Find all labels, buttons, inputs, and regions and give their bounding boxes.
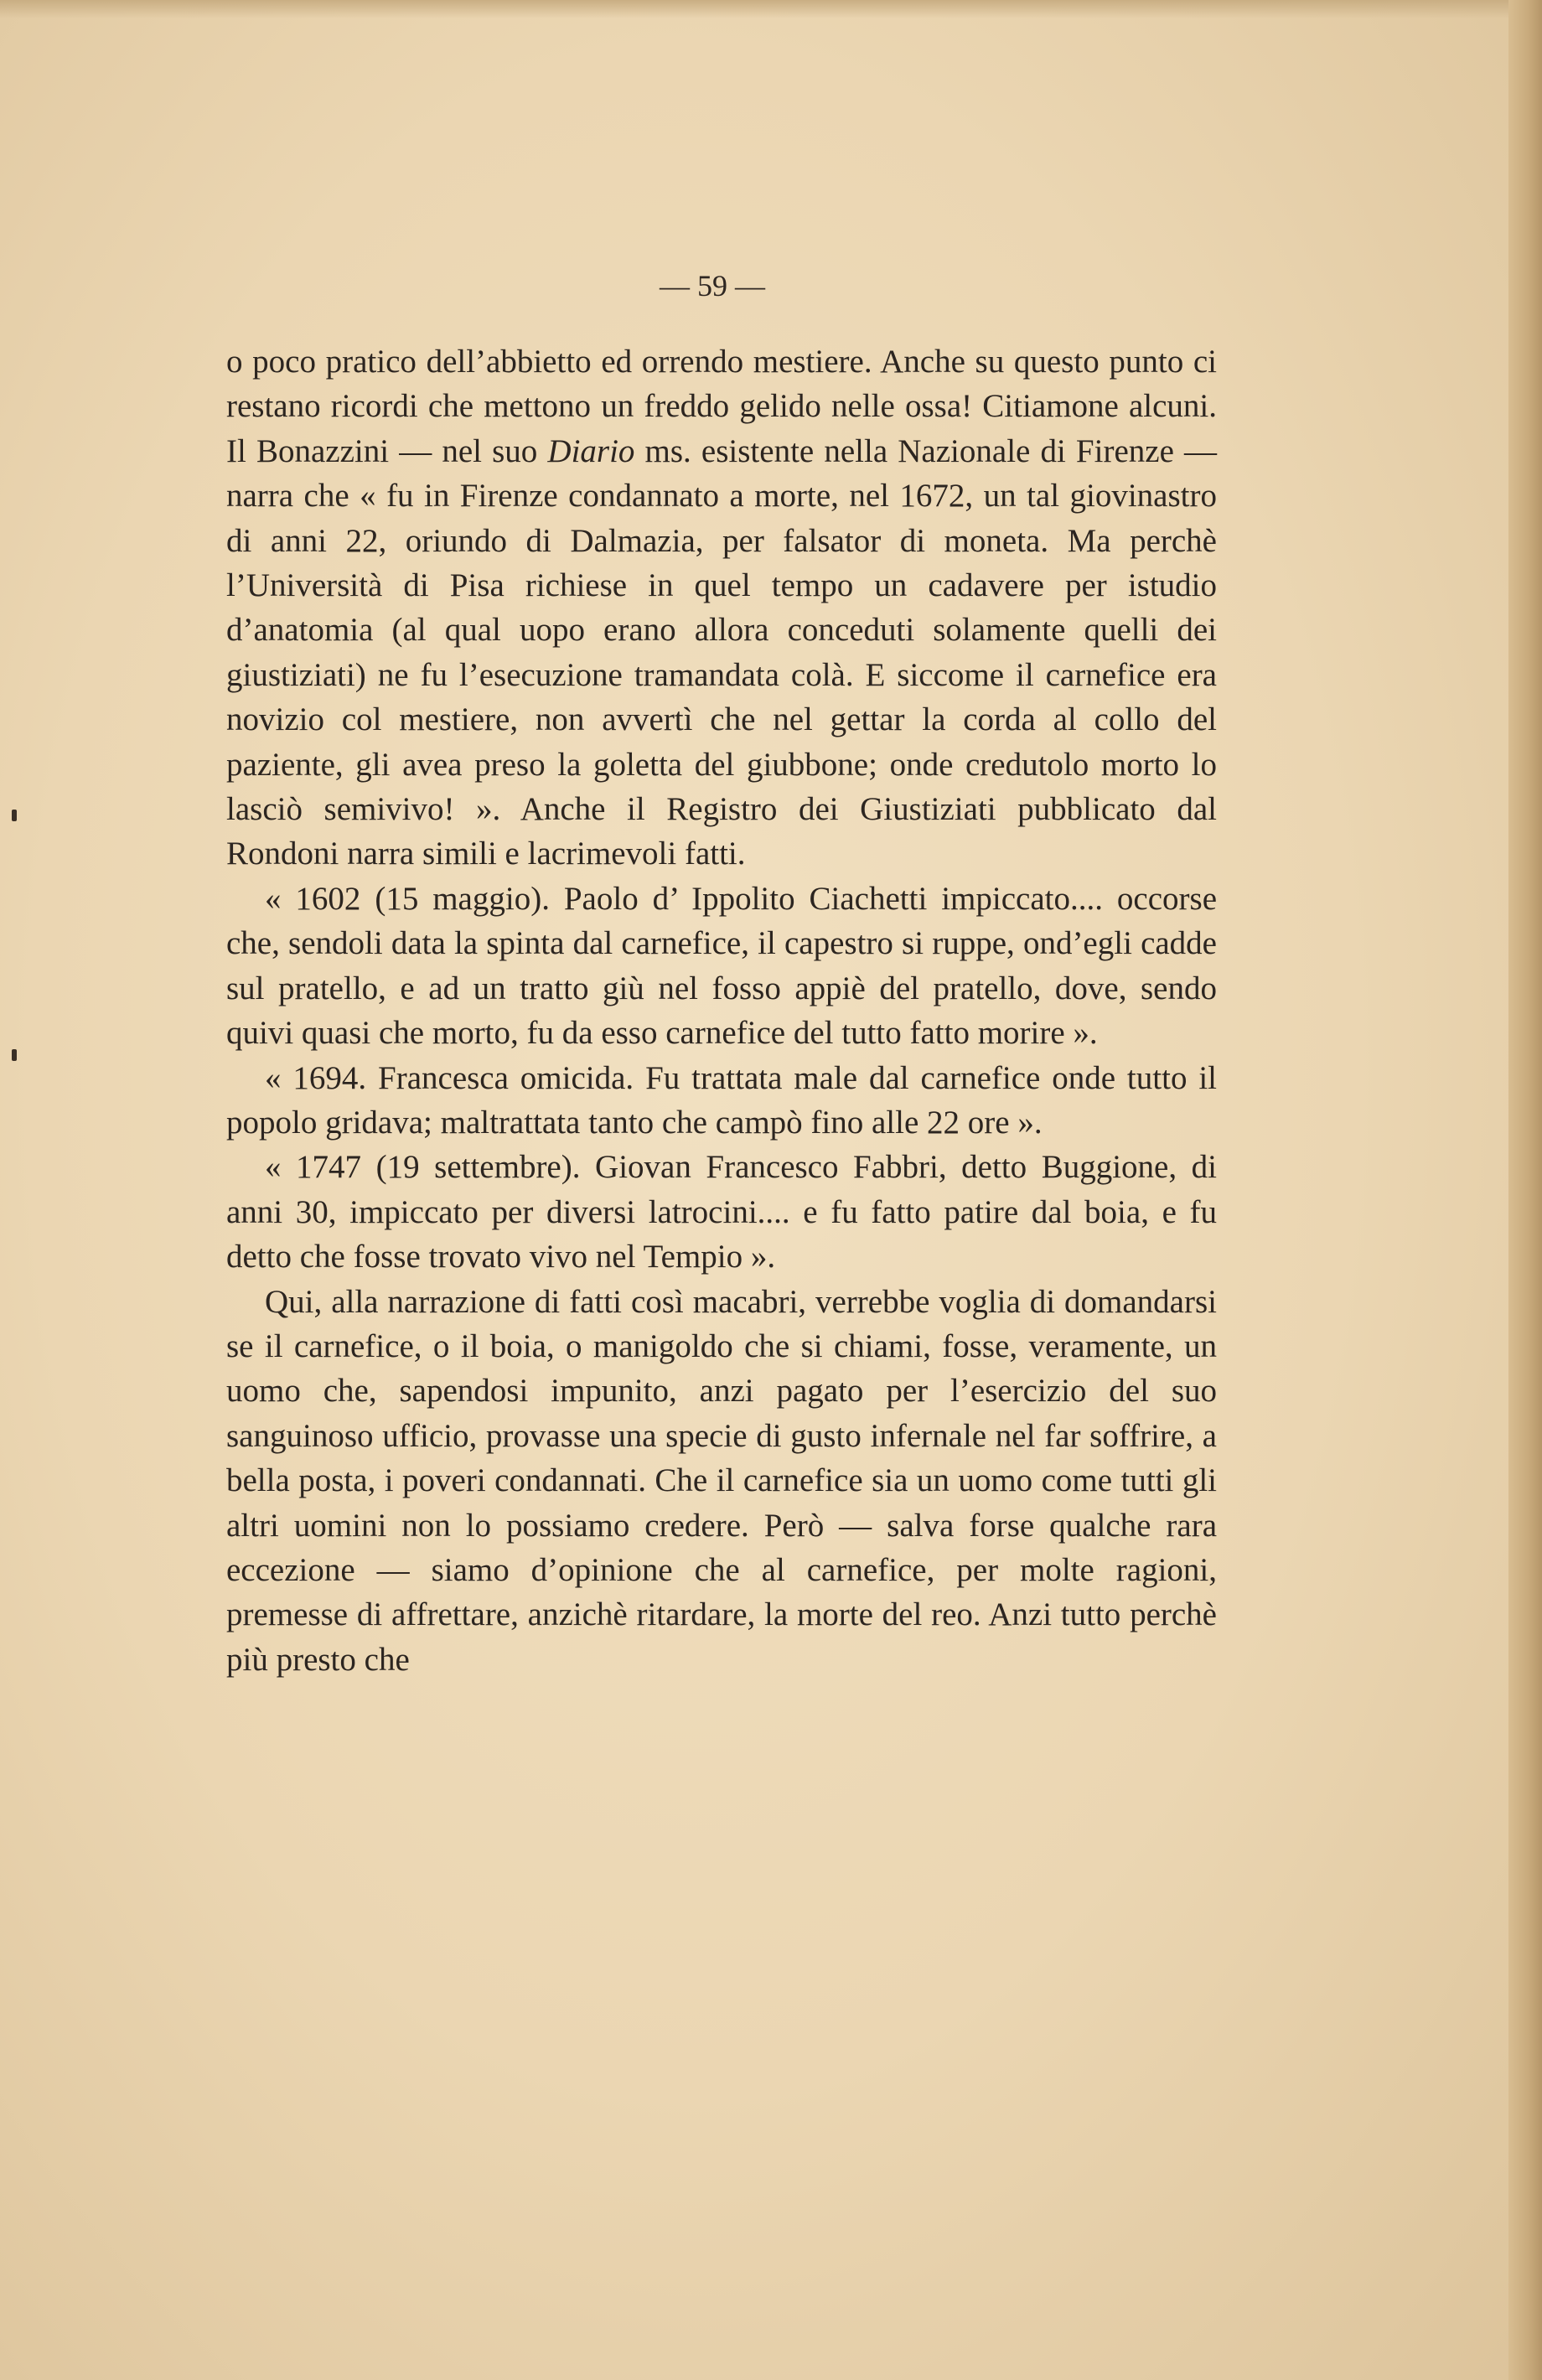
paragraph: « 1694. Francesca omicida. Fu trattata male dal carnefice onde tutto il popolo gridava; maltrattata tanto che campò fino alle 22 ore ». (226, 1059, 1217, 1141)
page-top-edge (0, 0, 1542, 18)
paragraph (226, 339, 1217, 877)
page-number: — 59 — (660, 269, 765, 303)
page-right-edge (1508, 0, 1542, 2380)
paragraph: « 1602 (15 maggio). Paolo d’ Ippolito Ciachetti impiccato.... occorse che, sendoli data la spinta dal carnefice, il capestro si ruppe, ond’egli cadde sul pratello, e ad un tratto giù nel fosso appiè del pratello, dove, sendo quivi quasi che morto, fu da esso carnefice del tutto fatto morire ». (226, 880, 1217, 1052)
paragraph-text-after: ms. esistente nella Nazionale di Firenze — narra che « fu in Firenze condannato a morte, nel 1672, un tal giovinastro di anni 22, oriundo di Dalmazia, per falsator di moneta. Ma perchè l’Università di Pisa richiese in quel tempo un cadavere per istudio d’anatomia (al qual uopo erano allora conceduti solamente quelli dei giustiziati) ne fu l’esecuzione tramandata colà. E siccome il carnefice era novizio col mestiere, non avvertì che nel gettar la corda al collo del paziente, gli avea preso la goletta del giubbone; onde credutolo morto lo lasciò semivivo! ». Anche il Registro dei Giustiziati pubblicato dal Rondoni narra simili e lacrimevoli fatti. (226, 432, 1218, 872)
paragraph: Qui, alla narrazione di fatti così macabri, verrebbe voglia di domandarsi se il carnefice, o il boia, o manigoldo che si chiami, fosse, veramente, un uomo che, sapendosi impunito, anzi pagato per l’esercizio del suo sanguinoso ufficio, provasse una specie di gusto infernale nel far soffrire, a bella posta, i poveri condannati. Che il carnefice sia un uomo come tutti gli altri uomini non lo possiamo credere. Però — salva forse qualche rara eccezione — siamo d’opinione che al carnefice, per molte ragioni, premesse di affrettare, anzichè ritardare, la morte del reo. Anzi tutto perchè più presto che (226, 1283, 1217, 1678)
paragraph: « 1747 (19 settembre). Giovan Francesco Fabbri, detto Buggione, di anni 30, impiccato per diversi latrocini.... e fu fatto patire dal boia, e fu detto che fosse trovato vivo nel Tempio ». (226, 1149, 1217, 1275)
margin-mark (12, 810, 17, 821)
paragraph-text-before: o poco pratico dell’abbietto ed orrendo mestiere. Anche su questo punto ci restano ricordi che mettono un freddo gelido nelle ossa! Citiamone alcuni. Il Bonazzini — nel suo (226, 344, 1217, 469)
paragraph-emphasis: Diario (547, 432, 635, 469)
margin-mark (12, 1049, 17, 1061)
body-text (226, 339, 1217, 1682)
